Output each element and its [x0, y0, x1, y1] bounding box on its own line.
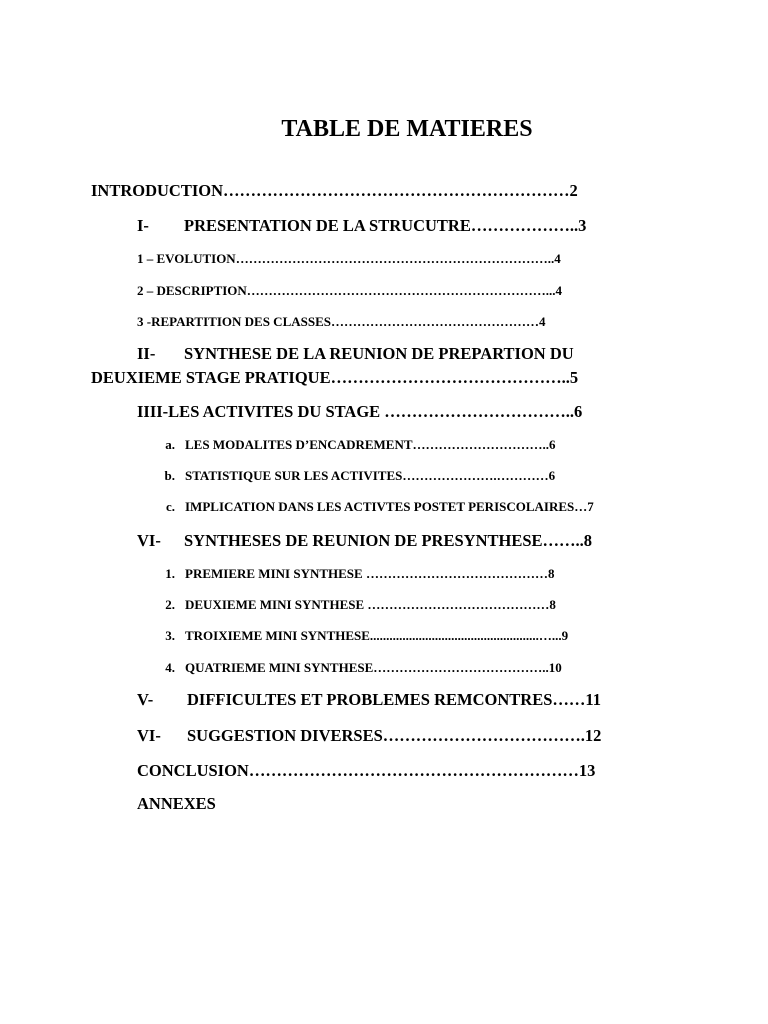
section-number: II- [137, 344, 156, 363]
toc-introduction: INTRODUCTION………………………………………………………2 [91, 181, 578, 200]
subsection-title: DEUXIEME MINI SYNTHESE ……………………………………8 [185, 597, 556, 612]
list-marker: c. [165, 499, 175, 514]
toc-subsection [161, 660, 562, 676]
list-marker: 1. [165, 566, 175, 581]
toc-subsection: 3 -REPARTITION DES CLASSES…………………………………………4 [137, 314, 546, 329]
section-title: SYNTHESE DE LA REUNION DE PREPARTION DU [184, 344, 574, 363]
toc-subsection [161, 499, 594, 515]
toc-section-6 [137, 726, 602, 746]
list-marker: 3. [165, 628, 175, 643]
page-title: TABLE DE MATIERES [281, 116, 533, 142]
section-number: I- [137, 216, 149, 235]
toc-subsection: 1 – EVOLUTION………………………………………………………………..4 [137, 251, 561, 266]
list-marker: 2. [165, 597, 175, 612]
subsection-title: QUATRIEME MINI SYNTHESE…………………………………..10 [185, 660, 562, 675]
toc-subsection [161, 597, 556, 613]
section-number: V- [137, 690, 154, 709]
toc-subsection [161, 566, 554, 582]
section-number: VI- [137, 726, 161, 745]
toc-section-5 [137, 690, 601, 710]
section-number: VI- [137, 531, 161, 550]
toc-section-2-continuation: DEUXIEME STAGE PRATIQUE……………………………………..5 [91, 368, 579, 387]
subsection-title: TROIXIEME MINI SYNTHESE....................................................…...9 [185, 628, 569, 643]
toc-section-3: IIII-LES ACTIVITES DU STAGE ……………………………..6 [137, 402, 583, 421]
section-title: SYNTHESES DE REUNION DE PRESYNTHESE……..8 [184, 531, 593, 550]
subsection-title: LES MODALITES D’ENCADREMENT…………………………..6 [185, 437, 556, 452]
toc-conclusion: CONCLUSION……………………………………………………13 [137, 761, 596, 780]
toc-section-1 [137, 216, 587, 236]
list-marker: 4. [165, 660, 175, 675]
list-marker: a. [165, 437, 175, 452]
toc-annexes: ANNEXES [137, 794, 216, 813]
section-title: DIFFICULTES ET PROBLEMES REMCONTRES……11 [187, 690, 601, 709]
subsection-title: PREMIERE MINI SYNTHESE ……………………………………8 [185, 566, 555, 581]
toc-subsection [161, 468, 555, 484]
toc-section-2 [137, 344, 574, 364]
subsection-title: STATISTIQUE SUR LES ACTIVITES………………….…………6 [185, 468, 556, 483]
toc-subsection [161, 437, 556, 453]
list-marker: b. [164, 468, 175, 483]
section-title: SUGGESTION DIVERSES……………………………….12 [187, 726, 602, 745]
toc-subsection [161, 628, 568, 644]
section-title: PRESENTATION DE LA STRUCUTRE………………..3 [184, 216, 587, 235]
toc-section-4 [137, 531, 593, 551]
subsection-title: IMPLICATION DANS LES ACTIVTES POSTET PERISCOLAIRES…7 [185, 499, 594, 514]
toc-subsection: 2 – DESCRIPTION……………………………………………………………...4 [137, 283, 563, 298]
